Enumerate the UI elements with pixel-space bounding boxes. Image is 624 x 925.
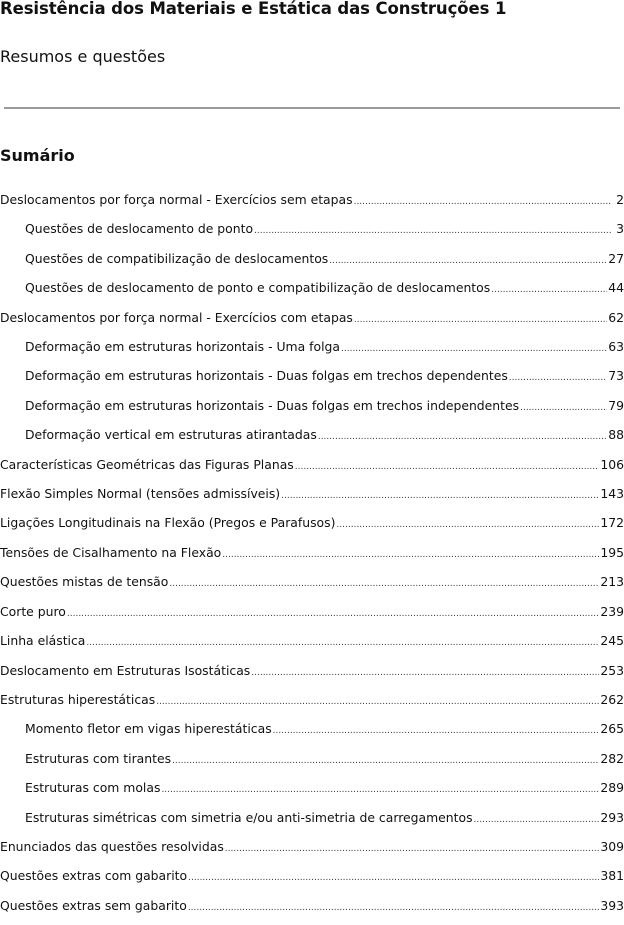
dot-leader [67, 604, 599, 624]
toc-entry-page-number: 293 [600, 809, 624, 825]
toc-entry-page-number: 195 [600, 544, 624, 560]
toc-entry[interactable] [0, 749, 624, 778]
dot-leader [188, 898, 600, 918]
document-subtitle: Resumos e questões [0, 47, 166, 66]
toc-entry-page-number: 245 [600, 633, 624, 649]
toc-entry-label: Deslocamentos por força normal - Exercícios sem etapas [0, 192, 353, 207]
toc-entry-page-number: 88 [608, 427, 624, 443]
dot-leader [295, 457, 600, 477]
toc-entry-page-number: 143 [600, 486, 624, 502]
toc-entry-label: Ligações Longitudinais na Flexão (Pregos e Parafusos) [0, 515, 336, 531]
toc-entry-label: Estruturas simétricas com simetria e/ou anti-simetria de carregamentos [25, 809, 473, 825]
toc-entry-page-number: 27 [608, 250, 624, 266]
toc-entry[interactable] [0, 455, 624, 484]
toc-entry-label: Estruturas com molas [25, 780, 161, 796]
dot-leader [86, 633, 599, 653]
toc-entry-page-number: 239 [600, 603, 624, 619]
dot-leader [354, 310, 607, 330]
toc-entry-page-number: 2 [616, 192, 624, 207]
toc-entry[interactable] [0, 484, 624, 513]
toc-entry[interactable] [0, 808, 624, 837]
dot-leader [254, 221, 611, 241]
toc-entry[interactable] [0, 513, 624, 542]
toc-entry[interactable] [0, 190, 624, 219]
toc-entry-page-number: 262 [600, 691, 624, 707]
toc-entry-page-number: 253 [600, 662, 624, 678]
toc-entry[interactable] [0, 337, 624, 366]
toc-entry-label: Características Geométricas das Figuras Planas [0, 456, 294, 472]
toc-entry-label: Momento fletor em vigas hiperestáticas [25, 721, 272, 737]
dot-leader [172, 751, 599, 771]
toc-entry-page-number: 393 [600, 897, 624, 913]
toc-entry[interactable] [0, 690, 624, 719]
toc-entry-label: Enunciados das questões resolvidas [0, 838, 224, 854]
toc-entry[interactable] [0, 219, 624, 248]
dot-leader [169, 574, 599, 594]
dot-leader [354, 192, 611, 212]
toc-entry-label: Deslocamentos por força normal - Exercícios com etapas [0, 309, 353, 325]
dot-leader [341, 339, 607, 359]
toc-entry-label: Deformação em estruturas horizontais - Duas folgas em trechos independentes [25, 397, 520, 413]
dot-leader [509, 368, 607, 388]
toc-entry-page-number: 309 [600, 838, 624, 854]
toc-entry-page-number: 3 [616, 221, 624, 237]
toc-entry-label: Questões de deslocamento de ponto [25, 221, 254, 237]
toc-entry[interactable] [0, 366, 624, 395]
toc-entry[interactable] [0, 719, 624, 748]
dot-leader [251, 663, 599, 683]
table-of-contents [0, 190, 624, 925]
toc-entry-label: Questões de deslocamento de ponto e compatibilização de deslocamentos [25, 280, 491, 296]
toc-entry-label: Tensões de Cisalhamento na Flexão [0, 544, 222, 560]
toc-entry[interactable] [0, 249, 624, 278]
dot-leader [188, 868, 599, 888]
dot-leader [273, 721, 600, 741]
toc-entry-label: Questões de compatibilização de deslocamentos [25, 250, 329, 266]
toc-entry[interactable] [0, 572, 624, 601]
toc-entry-label: Deformação vertical em estruturas atirantadas [25, 427, 317, 443]
toc-entry-label: Questões mistas de tensão [0, 574, 169, 590]
toc-entry-page-number: 172 [600, 515, 624, 531]
toc-entry-page-number: 381 [600, 868, 624, 884]
toc-entry-page-number: 265 [600, 721, 624, 737]
toc-entry[interactable] [0, 631, 624, 660]
toc-entry-label: Estruturas com tirantes [25, 750, 172, 766]
toc-entry[interactable] [0, 866, 624, 895]
toc-entry-label: Estruturas hiperestáticas [0, 691, 156, 707]
dot-leader [156, 692, 599, 712]
dot-leader [318, 427, 607, 447]
toc-entry-label: Corte puro [0, 603, 66, 619]
dot-leader [491, 280, 607, 300]
toc-entry-page-number: 63 [608, 339, 624, 355]
dot-leader [520, 398, 607, 418]
toc-entry[interactable] [0, 602, 624, 631]
toc-entry-label: Questões extras sem gabarito [0, 897, 187, 913]
toc-entry[interactable] [0, 308, 624, 337]
dot-leader [225, 839, 600, 859]
toc-entry-page-number: 289 [600, 780, 624, 796]
dot-leader [281, 486, 599, 506]
toc-entry-page-number: 282 [600, 750, 624, 766]
toc-entry[interactable] [0, 543, 624, 572]
dot-leader [336, 515, 599, 535]
toc-entry-page-number: 44 [608, 280, 624, 296]
dot-leader [161, 780, 599, 800]
dot-leader [474, 810, 600, 830]
toc-entry-label: Deformação em estruturas horizontais - Uma folga [25, 339, 340, 355]
toc-entry-page-number: 106 [600, 456, 624, 472]
toc-entry[interactable] [0, 778, 624, 807]
toc-entry[interactable] [0, 278, 624, 307]
toc-entry[interactable] [0, 661, 624, 690]
toc-entry[interactable] [0, 425, 624, 454]
dot-leader [222, 545, 599, 565]
toc-entry-label: Deformação em estruturas horizontais - Duas folgas em trechos dependentes [25, 368, 508, 384]
document-title: Resistência dos Materiais e Estática das Construções 1 [0, 0, 507, 18]
toc-entry-label: Flexão Simples Normal (tensões admissíveis) [0, 486, 281, 502]
toc-entry[interactable] [0, 896, 624, 925]
toc-entry[interactable] [0, 837, 624, 866]
toc-entry-label: Questões extras com gabarito [0, 868, 188, 884]
toc-entry-page-number: 213 [600, 574, 624, 590]
horizontal-rule [4, 107, 620, 109]
dot-leader [329, 251, 607, 271]
toc-entry-page-number: 79 [608, 397, 624, 413]
toc-entry-label: Deslocamento em Estruturas Isostáticas [0, 662, 251, 678]
toc-entry-label: Linha elástica [0, 633, 86, 649]
toc-entry[interactable] [0, 396, 624, 425]
toc-heading: Sumário [0, 146, 75, 165]
toc-entry-page-number: 62 [608, 309, 624, 325]
toc-entry-page-number: 73 [608, 368, 624, 384]
